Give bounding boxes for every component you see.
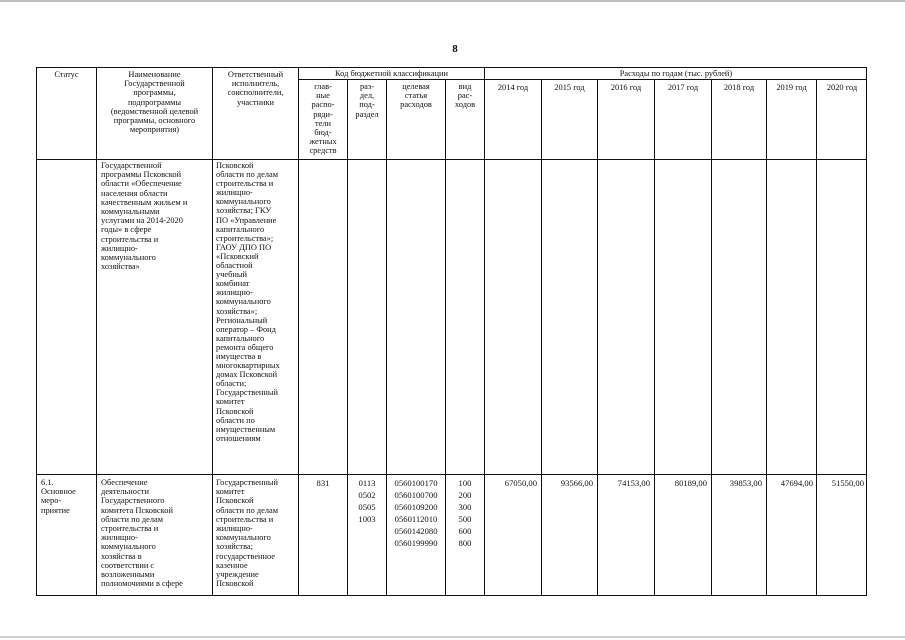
header-code-csr: целевая статья расходов: [400, 82, 432, 110]
table-hline: [36, 159, 867, 160]
table-vline: [766, 79, 767, 596]
table-vline: [541, 79, 542, 596]
header-expenses: Расходы по годам (тыс. рублей): [619, 69, 733, 78]
row1-name: Государственной программы Псковской области «Обеспечение населения области качественным жильем и коммунальными услугами на 2014-2020 годы» в сфере строительства и жилищно- коммунального хозяйства»: [101, 161, 188, 272]
row2-vr: 100 200 300 500 600 800: [458, 478, 472, 548]
table-vline: [212, 67, 213, 596]
row2-value-2020: 51550,00: [831, 478, 864, 488]
row2-rzpr: 0113 0502 0505 1003: [358, 478, 376, 524]
header-code-rzpr: раз- дел, под- раздел: [355, 82, 379, 119]
row2-grbs: 831: [316, 478, 330, 488]
header-budget-code: Код бюджетной классификации: [334, 69, 448, 78]
row2-value-2016: 74153,00: [617, 478, 650, 488]
table-vline: [96, 67, 97, 596]
row2-value-2018: 39853,00: [729, 478, 762, 488]
row2-name: Обеспечение деятельности Государственного комитета Псковской области по делам строительства и жилищно- коммунального хозяйства в соответствии с возложенными полномочиями в сфере: [101, 478, 183, 589]
header-year-2017: 2017 год: [667, 83, 699, 92]
table-hline: [36, 474, 867, 475]
header-year-2019: 2019 год: [776, 83, 807, 92]
scan-top-edge: [0, 0, 905, 2]
row2-value-2019: 47694,00: [780, 478, 813, 488]
header-year-2020: 2020 год: [826, 83, 858, 92]
header-year-2015: 2015 год: [554, 83, 585, 92]
table-vline: [484, 67, 485, 596]
table-vline: [711, 79, 712, 596]
header-year-2018: 2018 год: [723, 83, 755, 92]
row2-value-2015: 93566,00: [560, 478, 593, 488]
table-vline: [816, 79, 817, 596]
row2-value-2017: 80189,00: [674, 478, 707, 488]
row1-responsible: Псковской области по делам строительства и жилищно- коммунального хозяйства; ГКУ ПО «Управление капитального строительства»; ГАОУ ДПО ПО «Псковский областной учебный комбинат жилищно- коммунального хозяйства»; Региональный оператор – Фонд капитального ремонта общего имущества в многоквартирных домах Псковской области; Государственный комитет Псковской области по имущественным отношениям: [216, 161, 280, 443]
header-code-vr: вид рас- ходов: [454, 82, 476, 110]
table-vline: [597, 79, 598, 596]
header-year-2016: 2016 год: [610, 83, 642, 92]
scan-bottom-edge: [0, 636, 905, 638]
table-hline: [298, 79, 867, 80]
header-code-grbs: глав- ные распо- ряди- тели бюд- жетных средств: [309, 82, 337, 156]
row2-csr: 0560100170 0560100700 0560109200 0560112010 0560142080 0560199990: [394, 478, 438, 548]
row2-responsible: Государственный комитет Псковской области по делам строительства и жилищно- коммунального хозяйства; государственное казенное учреждение Псковской: [216, 478, 279, 589]
header-year-2014: 2014 год: [497, 83, 529, 92]
page-number: 8: [452, 43, 458, 55]
table-vline: [654, 79, 655, 596]
header-name: Наименование Государственной программы, подпрограммы (ведомственной целевой программы, основного мероприятия): [110, 70, 199, 135]
row2-status: 6.1. Основное меро- приятие: [41, 478, 76, 515]
header-responsible: Ответственный исполнитель, соисполнители, участники: [227, 70, 284, 107]
header-status: Статус: [54, 70, 79, 79]
row2-value-2014: 67050,00: [504, 478, 537, 488]
